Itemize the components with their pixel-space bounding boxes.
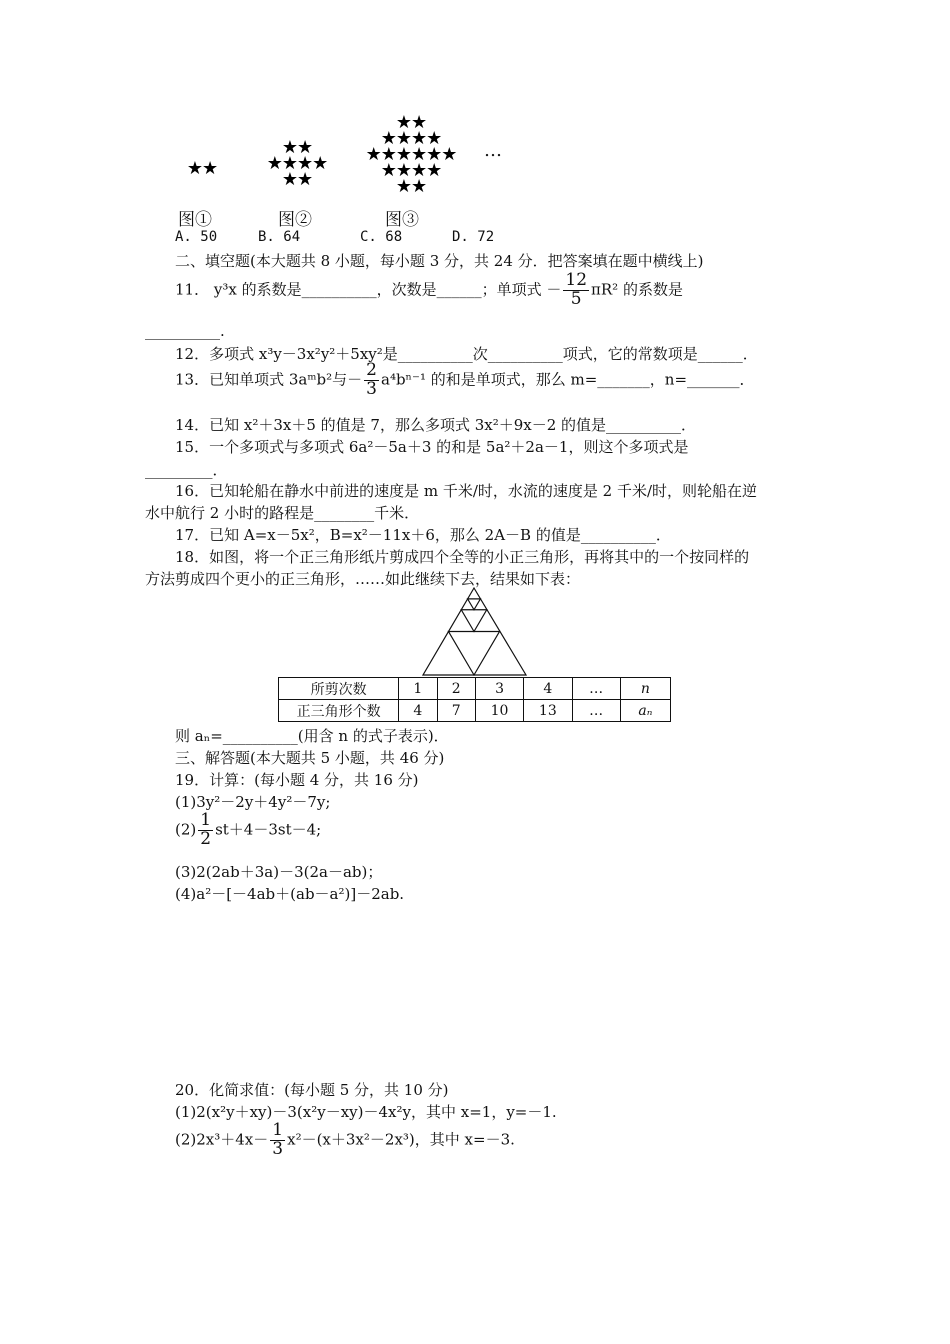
question-15: 15．一个多项式与多项式 6a²－5a＋3 的和是 5a²＋2a－1，则这个多项式是 [175, 438, 689, 456]
question-19-part-1: (1)3y²－2y＋4y²－7y; [175, 793, 331, 811]
question-13: 13．已知单项式 3aᵐb²与－ $\frac{2}{3}$ a⁴bⁿ⁻¹ 的和是单项式，那么 m=_______，n=_______． [175, 360, 755, 399]
question-18-line2: 方法剪成四个更小的正三角形，……如此继续下去，结果如下表： [145, 570, 581, 588]
question-20-part-1: (1)2(x²y＋xy)－3(x²y－xy)－4x²y，其中 x=1，y=－1. [175, 1103, 557, 1121]
q18-table [278, 677, 671, 722]
inner-triangle-3 [468, 599, 481, 610]
question-18-answer: 则 aₙ=__________(用含 n 的式子表示)． [175, 727, 449, 745]
section-3-heading: 三、解答题(本大题共 5 小题，共 46 分) [175, 749, 445, 767]
q11-text-b: πR² 的系数是 [591, 280, 683, 299]
question-16: 16．已知轮船在静水中前进的速度是 m 千米/时，水流的速度是 2 千米/时，则轮船在逆 [175, 482, 758, 500]
choice-b: B. 64 [258, 229, 301, 245]
choice-a: A. 50 [175, 229, 218, 245]
table-cell: 正三角形个数 [279, 700, 399, 722]
triangle-figure [420, 586, 530, 678]
question-11-line2: __________. [145, 322, 225, 340]
q11-fraction: $\frac{12}{5}$ [565, 270, 588, 309]
table-row [279, 700, 671, 722]
question-17: 17．已知 A=x－5x²，B=x²－11x＋6，那么 2A－B 的值是__________． [175, 526, 671, 544]
table-cell: 10 [475, 700, 523, 722]
star-ellipsis: … [484, 140, 502, 161]
star-figure-2: ★★ ★★★★ ★★ [266, 137, 328, 190]
star-figure-1: ★★ [186, 158, 218, 179]
table-cell: 1 [399, 678, 437, 700]
figure-label-1: 图① [178, 210, 212, 230]
figure-label-3: 图③ [385, 210, 419, 230]
inner-triangle-2 [461, 610, 487, 632]
table-cell: aₙ [620, 700, 670, 722]
question-19-part-2: (2) $\frac{1}{2}$ st＋4－3st－4; [175, 810, 322, 849]
q13-fraction: $\frac{2}{3}$ [366, 360, 377, 399]
table-cell: … [572, 678, 620, 700]
choice-c: C. 68 [360, 229, 403, 245]
question-16-line2: 水中航行 2 小时的路程是________千米． [145, 504, 420, 522]
inner-triangle-1 [449, 632, 500, 676]
table-cell: 3 [475, 678, 523, 700]
question-15-line2: _________． [145, 461, 228, 479]
question-19-title: 19．计算：(每小题 4 分，共 16 分) [175, 771, 419, 789]
table-cell: 7 [437, 700, 475, 722]
question-19-part-4: (4)a²－[－4ab＋(ab－a²)]－2ab. [175, 885, 405, 903]
question-19-part-3: (3)2(2ab＋3a)－3(2a－ab)； [175, 863, 383, 881]
table-cell: 4 [524, 678, 572, 700]
table-cell: 4 [399, 700, 437, 722]
question-12: 12．多项式 x³y－3x²y²＋5xy²是__________次__________项式，它的常数项是______． [175, 345, 758, 363]
question-14: 14．已知 x²＋3x＋5 的值是 7，那么多项式 3x²＋9x－2 的值是__________． [175, 416, 697, 434]
table-cell: 13 [524, 700, 572, 722]
table-cell: 所剪次数 [279, 678, 399, 700]
question-18: 18．如图，将一个正三角形纸片剪成四个全等的小正三角形，再将其中的一个按同样的 [175, 548, 750, 566]
table-row [279, 678, 671, 700]
q20-fraction: $\frac{1}{3}$ [272, 1120, 284, 1159]
section-2-heading: 二、填空题(本大题共 8 小题，每小题 3 分，共 24 分．把答案填在题中横线上) [175, 252, 704, 270]
question-20-part-2: (2)2x³＋4x－ $\frac{1}{3}$ x²－(x＋3x²－2x³)，其中 x=－3. [175, 1120, 515, 1159]
star-figure-3: ★★ ★★★★ ★★★★★★ ★★★★ ★★ [365, 112, 457, 197]
figure-label-2: 图② [278, 210, 312, 230]
choice-d: D. 72 [452, 229, 495, 245]
question-11: 11． y³x 的系数是__________，次数是______；单项式 － $\frac{12}{5}$ πR² 的系数是 [175, 270, 683, 309]
q19-fraction: $\frac{1}{2}$ [200, 810, 212, 849]
table-cell: 2 [437, 678, 475, 700]
question-20-title: 20．化简求值：(每小题 5 分，共 10 分) [175, 1081, 449, 1099]
table-cell: … [572, 700, 620, 722]
table-cell: n [620, 678, 670, 700]
q11-text-a: 11． y³x 的系数是__________，次数是______；单项式 [175, 280, 542, 299]
